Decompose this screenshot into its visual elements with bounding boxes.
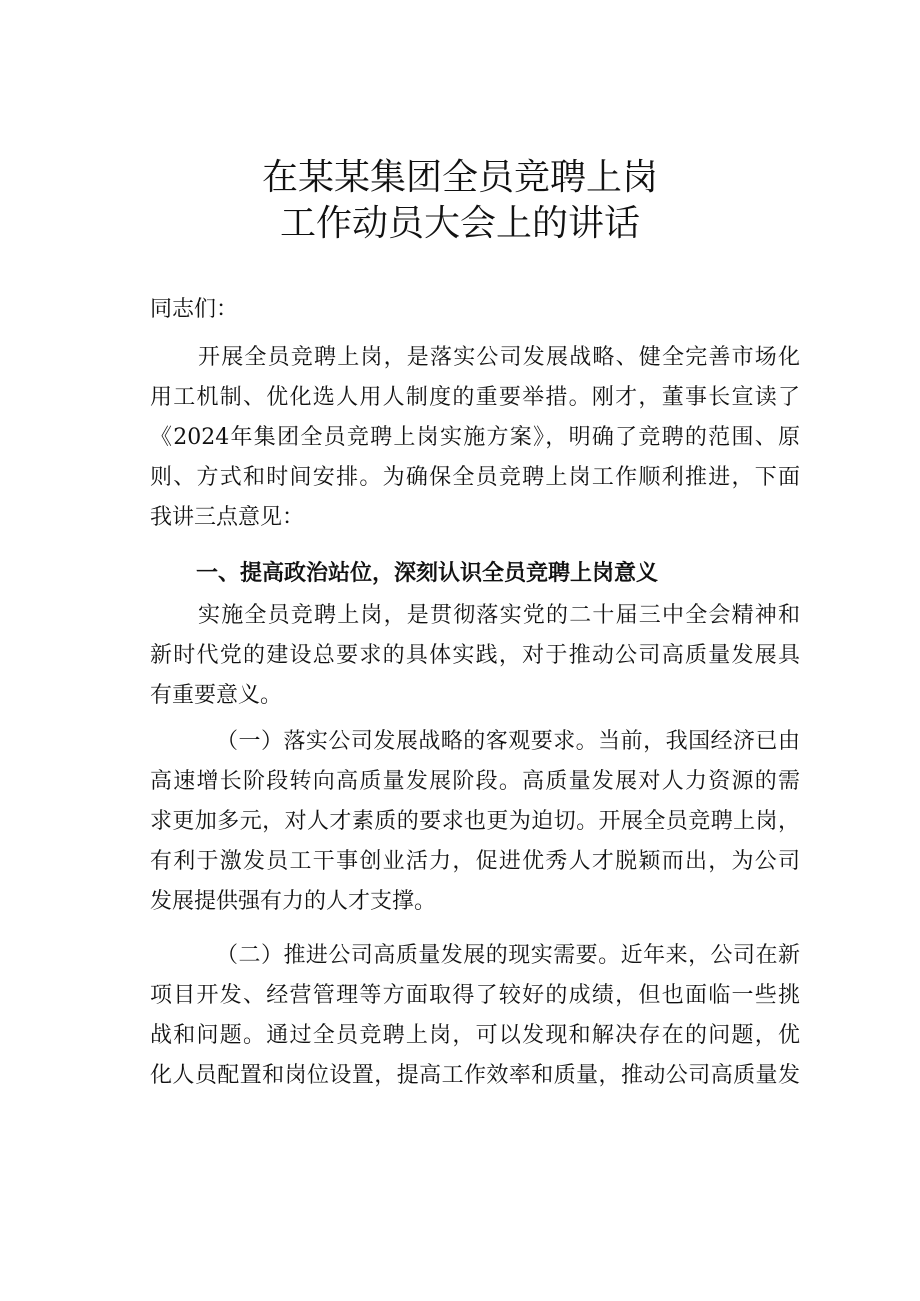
paragraph-line: 我讲三点意见： xyxy=(150,505,305,530)
section-1-heading: 一、提高政治站位，深刻认识全员竞聘上岗意义 xyxy=(196,561,659,586)
paragraph-line: 有利于激发员工干事创业活力，促进优秀人才脱颖而出，为公司 xyxy=(150,849,800,874)
paragraph-line: 求更加多元，对人才素质的要求也更为迫切。开展全员竞聘上岗， xyxy=(150,809,800,834)
paragraph-line: 发展提供强有力的人才支撑。 xyxy=(150,889,437,914)
paragraph-line: 新时代党的建设总要求的具体实践，对于推动公司高质量发展具 xyxy=(150,643,800,668)
section-1-paragraph xyxy=(150,596,800,716)
paragraph-line: 有重要意义。 xyxy=(150,683,283,708)
paragraph-line: 则、方式和时间安排。为确保全员竞聘上岗工作顺利推进，下面 xyxy=(150,465,800,490)
item-2-paragraph xyxy=(150,936,800,1096)
document-title-line-1: 在某某集团全员竞聘上岗 xyxy=(261,157,658,198)
paragraph-line: 用工机制、优化选人用人制度的重要举措。刚才，董事长宣读了 xyxy=(150,385,800,410)
paragraph-line: 战和问题。通过全员竞聘上岗，可以发现和解决存在的问题，优 xyxy=(150,1023,800,1048)
paragraph-line: （一）落实公司发展战略的客观要求。当前，我国经济已由 xyxy=(216,729,800,754)
paragraph-line: 高速增长阶段转向高质量发展阶段。高质量发展对人力资源的需 xyxy=(150,769,800,794)
paragraph-line: （二）推进公司高质量发展的现实需要。近年来，公司在新 xyxy=(216,943,800,968)
paragraph-line: 项目开发、经营管理等方面取得了较好的成绩，但也面临一些挑 xyxy=(150,983,800,1008)
intro-paragraph xyxy=(150,338,800,538)
document-title-line-2: 工作动员大会上的讲话 xyxy=(279,203,640,244)
paragraph-line: 开展全员竞聘上岗，是落实公司发展战略、健全完善市场化 xyxy=(198,345,800,370)
item-1-paragraph xyxy=(150,722,800,922)
paragraph-line: 实施全员竞聘上岗，是贯彻落实党的二十届三中全会精神和 xyxy=(198,603,800,628)
paragraph-line: 《2024年集团全员竞聘上岗实施方案》，明确了竞聘的范围、原 xyxy=(150,425,800,450)
paragraph-line: 化人员配置和岗位设置，提高工作效率和质量，推动公司高质量发 xyxy=(150,1063,800,1088)
salutation: 同志们： xyxy=(150,297,239,322)
